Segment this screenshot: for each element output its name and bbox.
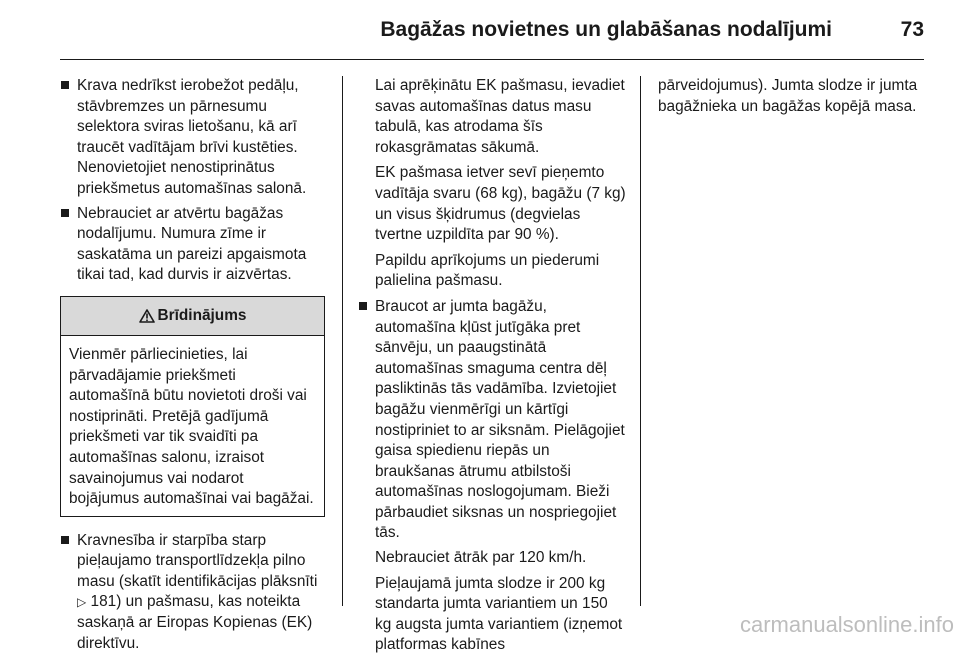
- square-bullet-icon: [61, 81, 69, 89]
- column-3: [658, 76, 928, 122]
- warning-header: [61, 297, 324, 336]
- paragraph: Lai aprēķinātu EK pašmasu, ievadiet savas automašīnas datus masu tabulā, kas atrodama šīs rokasgrāmatas sākumā.: [375, 77, 625, 156]
- bullet-text: Krava nedrīkst ierobežot pedāļu, stāvbremzes un pārnesumu selektora sviras lietošanu, kā arī traucēt vadītājam brīvi kustēties. Nenovietojiet nenostiprinātus priekšmetus automašīnas salonā.: [77, 77, 307, 197]
- page-number: 73: [900, 18, 924, 41]
- watermark: carmanualsonline.info: [739, 612, 954, 637]
- square-bullet-icon: [61, 209, 69, 217]
- header-rule: [60, 59, 924, 60]
- column-2: [358, 76, 628, 661]
- paragraph: Pieļaujamā jumta slodze ir 200 kg standarta jumta variantiem un 150 kg augsta jumta variantiem (izņemot platformas kabīnes: [375, 574, 623, 654]
- bullet-item: [60, 204, 325, 286]
- bullet-text: ) un pašmasu, kas noteikta saskaņā ar Eiropas Kopienas (EK) direktīvu.: [77, 593, 313, 652]
- square-bullet-icon: [359, 302, 367, 310]
- warning-box: [60, 296, 325, 517]
- bullet-text: Nebrauciet ar atvērtu bagāžas nodalījumu. Numura zīme ir saskatāma un pareizi apgaismota tikai tad, kad durvis ir aizvērtas.: [77, 204, 307, 284]
- warning-text: Vienmēr pārliecinieties, lai pārvadājamie priekšmeti automašīnā būtu novietoti droši vai nostiprināti. Pretējā gadījumā priekšmeti var tik svaidīti pa automašīnas salonu, izraisot savainojumus vai nodarot bojājumus automašīnai vai bagāžai.: [69, 345, 314, 508]
- paragraph: Nebrauciet ātrāk par 120 km/h.: [375, 549, 587, 567]
- bullet-text: Kravnesība ir starpība starp pieļaujamo transportlīdzekļa pilno masu (skatīt identifikācijas plāksnīti: [77, 531, 318, 590]
- column-1: [60, 76, 325, 658]
- bullet-text: Braucot ar jumta bagāžu, automašīna kļūst jutīgāka pret sānvēju, un paaugstinātā automašīnas smaguma centra dēļ pasliktinās tās vadāmība. Izvietojiet bagāžu vienmērīgi un kārtīgi nostipriniet to ar siksnām. Pielāgojiet gaisa spiedienu riepās un braukšanas ātrumu atbilstoši automašīnas noslogojumam. Bieži pārbaudiet siksnas un nospriegojiet tās.: [375, 297, 625, 542]
- paragraph: pārveidojumus). Jumta slodze ir jumta bagāžnieka un bagāžas kopējā masa.: [658, 77, 918, 115]
- column-divider: [342, 76, 343, 606]
- bullet-item: [358, 297, 628, 544]
- paragraph: Papildu aprīkojums un piederumi palielina pašmasu.: [375, 251, 600, 290]
- bullet-item: [60, 531, 325, 655]
- page-reference-link[interactable]: 181: [90, 593, 117, 611]
- page-header-title: Bagāžas novietnes un glabāšanas nodalījumi: [380, 18, 832, 41]
- paragraph: EK pašmasa ietver sevī pieņemto vadītāja svaru (68 kg), bagāžu (7 kg) un visus šķidrumus (degvielas tvertne uzpildīta par 90 %).: [375, 164, 626, 244]
- warning-title: Brīdinājums: [157, 306, 247, 324]
- warning-triangle-icon: [139, 309, 155, 323]
- bullet-item: [60, 76, 325, 200]
- column-divider: [640, 76, 641, 606]
- square-bullet-icon: [61, 536, 69, 544]
- page-ref-arrow-icon: ▷: [77, 595, 87, 610]
